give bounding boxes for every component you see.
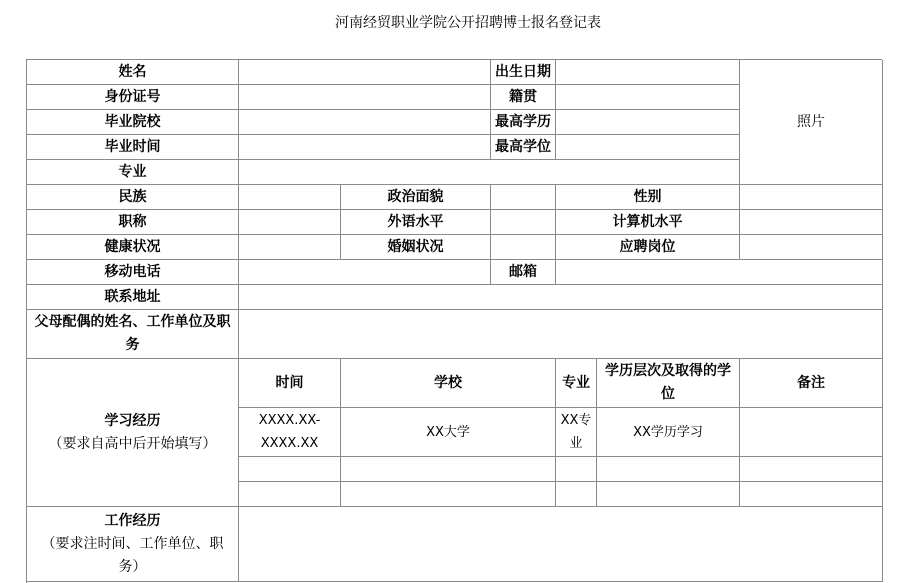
work-experience-field[interactable] — [239, 507, 883, 582]
contact-address-field[interactable] — [239, 285, 883, 310]
native-place-field[interactable] — [556, 85, 740, 110]
email-label: 邮箱 — [491, 260, 556, 285]
photo-label: 照片 — [797, 113, 825, 130]
study-row-major[interactable]: XX专业 — [556, 408, 597, 457]
birth-date-label: 出生日期 — [491, 60, 556, 85]
form-title: 河南经贸职业学院公开招聘博士报名登记表 — [335, 15, 601, 31]
registration-form-table — [26, 59, 882, 583]
name-label: 姓名 — [27, 60, 239, 85]
study-row-degree[interactable]: XX学历学习 — [597, 408, 740, 457]
study-row-time[interactable] — [239, 408, 341, 457]
political-status-field[interactable] — [491, 185, 556, 210]
professional-title-label: 职称 — [27, 210, 239, 235]
study-empty-cell[interactable] — [740, 457, 883, 482]
study-header-major: 专业 — [556, 359, 597, 408]
mobile-phone-field[interactable] — [239, 260, 491, 285]
email-field[interactable] — [556, 260, 883, 285]
study-empty-cell[interactable] — [556, 457, 597, 482]
work-experience-label-cell — [27, 507, 239, 582]
computer-level-label: 计算机水平 — [556, 210, 740, 235]
study-header-degree-line1: 学历层次及取得的学 — [605, 363, 731, 379]
highest-degree-label: 最高学位 — [491, 135, 556, 160]
graduation-time-field[interactable] — [239, 135, 491, 160]
study-empty-cell[interactable] — [239, 482, 341, 507]
id-number-label: 身份证号 — [27, 85, 239, 110]
major-field[interactable] — [239, 160, 740, 185]
health-status-field[interactable] — [239, 235, 341, 260]
family-info-label-line1: 父母配偶的姓名、工作单位及职 — [34, 314, 231, 330]
study-empty-cell[interactable] — [341, 457, 556, 482]
native-place-label: 籍贯 — [491, 85, 556, 110]
gender-label: 性别 — [556, 185, 740, 210]
study-experience-label-cell — [27, 359, 239, 507]
study-experience-label: 学习经历 — [104, 412, 161, 429]
study-experience-note: （要求自高中后开始填写） — [48, 435, 217, 452]
graduation-time-label: 毕业时间 — [27, 135, 239, 160]
study-row-time-start: XXXX.XX- — [258, 413, 321, 428]
work-experience-note-line2: 务） — [118, 558, 147, 575]
contact-address-label: 联系地址 — [27, 285, 239, 310]
position-applied-field[interactable] — [740, 235, 883, 260]
study-header-remark: 备注 — [740, 359, 883, 408]
position-applied-label: 应聘岗位 — [556, 235, 740, 260]
study-empty-cell[interactable] — [740, 482, 883, 507]
family-info-label-line2: 务 — [125, 337, 140, 353]
study-empty-cell[interactable] — [597, 457, 740, 482]
computer-level-field[interactable] — [740, 210, 883, 235]
foreign-language-field[interactable] — [491, 210, 556, 235]
study-empty-cell[interactable] — [239, 457, 341, 482]
highest-education-label: 最高学历 — [491, 110, 556, 135]
family-info-label — [27, 310, 239, 359]
health-status-label: 健康状况 — [27, 235, 239, 260]
photo-area[interactable] — [740, 60, 883, 185]
study-row-remark[interactable] — [740, 408, 883, 457]
mobile-phone-label: 移动电话 — [27, 260, 239, 285]
study-header-degree-line2: 位 — [661, 386, 675, 402]
ethnicity-field[interactable] — [239, 185, 341, 210]
highest-degree-field[interactable] — [556, 135, 740, 160]
study-empty-cell[interactable] — [341, 482, 556, 507]
work-experience-note-line1: （要求注时间、工作单位、职 — [41, 535, 224, 552]
graduate-school-label: 毕业院校 — [27, 110, 239, 135]
professional-title-field[interactable] — [239, 210, 341, 235]
study-header-degree — [597, 359, 740, 408]
study-header-time: 时间 — [239, 359, 341, 408]
foreign-language-label: 外语水平 — [341, 210, 491, 235]
ethnicity-label: 民族 — [27, 185, 239, 210]
id-number-field[interactable] — [239, 85, 491, 110]
study-row-time-end: XXXX.XX — [260, 436, 319, 451]
highest-education-field[interactable] — [556, 110, 740, 135]
name-field[interactable] — [239, 60, 491, 85]
study-empty-cell[interactable] — [597, 482, 740, 507]
graduate-school-field[interactable] — [239, 110, 491, 135]
study-empty-cell[interactable] — [556, 482, 597, 507]
birth-date-field[interactable] — [556, 60, 740, 85]
study-row-school[interactable]: XX大学 — [341, 408, 556, 457]
work-experience-label: 工作经历 — [104, 512, 161, 529]
political-status-label: 政治面貌 — [341, 185, 491, 210]
family-info-field[interactable] — [239, 310, 883, 359]
marital-status-label: 婚姻状况 — [341, 235, 491, 260]
major-label: 专业 — [27, 160, 239, 185]
gender-field[interactable] — [740, 185, 883, 210]
marital-status-field[interactable] — [491, 235, 556, 260]
study-header-school: 学校 — [341, 359, 556, 408]
